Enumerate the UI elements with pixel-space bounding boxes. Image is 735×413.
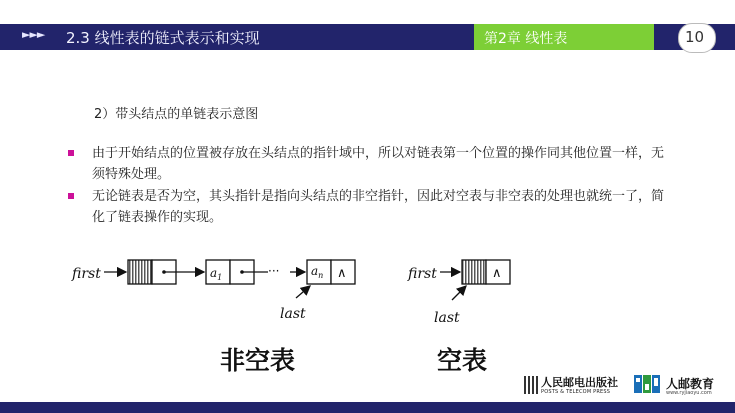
bullet-square-icon xyxy=(68,193,74,199)
last-pointer-label: last xyxy=(280,306,306,322)
empty-caption: 空表 xyxy=(437,346,488,375)
header-arrows-icon: ►►► xyxy=(22,28,45,41)
first-pointer-label: first xyxy=(72,266,101,282)
chapter-title: 第2章 线性表 xyxy=(484,31,568,47)
brand-logo xyxy=(634,372,724,398)
last-pointer-label-empty: last xyxy=(434,310,460,326)
chapter-banner xyxy=(474,24,654,50)
publisher-logo xyxy=(524,374,626,398)
bullet-text: 由于开始结点的位置被存放在头结点的指针域中，所以对链表第一个位置的操作同其他位置一样，无须特殊处理。 xyxy=(92,146,665,182)
bullet-list xyxy=(66,143,666,229)
last-pointer-arrow-empty xyxy=(452,286,466,300)
bullet-text: 无论链表是否为空，其头指针是指向头结点的非空指针，因此对空表与非空表的处理也就统一了，简化了链表操作的实现。 xyxy=(92,189,665,225)
empty-head-node xyxy=(462,260,510,284)
bullet-item xyxy=(66,186,666,228)
node-a1-value: $a_1$ xyxy=(210,266,223,282)
nonempty-caption: 非空表 xyxy=(220,346,296,375)
null-mark: ∧ xyxy=(337,266,347,281)
bullet-item xyxy=(66,143,666,185)
publisher-name: 人民邮电出版社 xyxy=(541,376,618,389)
null-mark-empty: ∧ xyxy=(492,266,502,281)
publisher-subtitle: POSTS & TELECOM PRESS xyxy=(541,389,611,395)
publisher-emblem-icon xyxy=(524,376,538,394)
page-number-badge xyxy=(678,23,716,53)
bullet-square-icon xyxy=(68,150,74,156)
brand-name: 人邮教育 xyxy=(666,377,715,391)
ellipsis-dots: ··· xyxy=(268,264,280,278)
linked-list-diagram xyxy=(0,250,735,330)
brand-emblem-icon xyxy=(634,374,662,394)
brand-url: www.ryjiaoyu.com xyxy=(666,390,712,396)
slide-section-title: 2.3 线性表的链式表示和实现 xyxy=(66,29,260,47)
last-pointer-arrow xyxy=(296,286,310,298)
footer-bar xyxy=(0,402,735,413)
page-number: 10 xyxy=(685,28,705,46)
first-pointer-label-empty: first xyxy=(408,266,437,282)
section-heading: 2）带头结点的单链表示意图 xyxy=(94,107,259,122)
node-an-value: $a_n$ xyxy=(311,264,324,280)
